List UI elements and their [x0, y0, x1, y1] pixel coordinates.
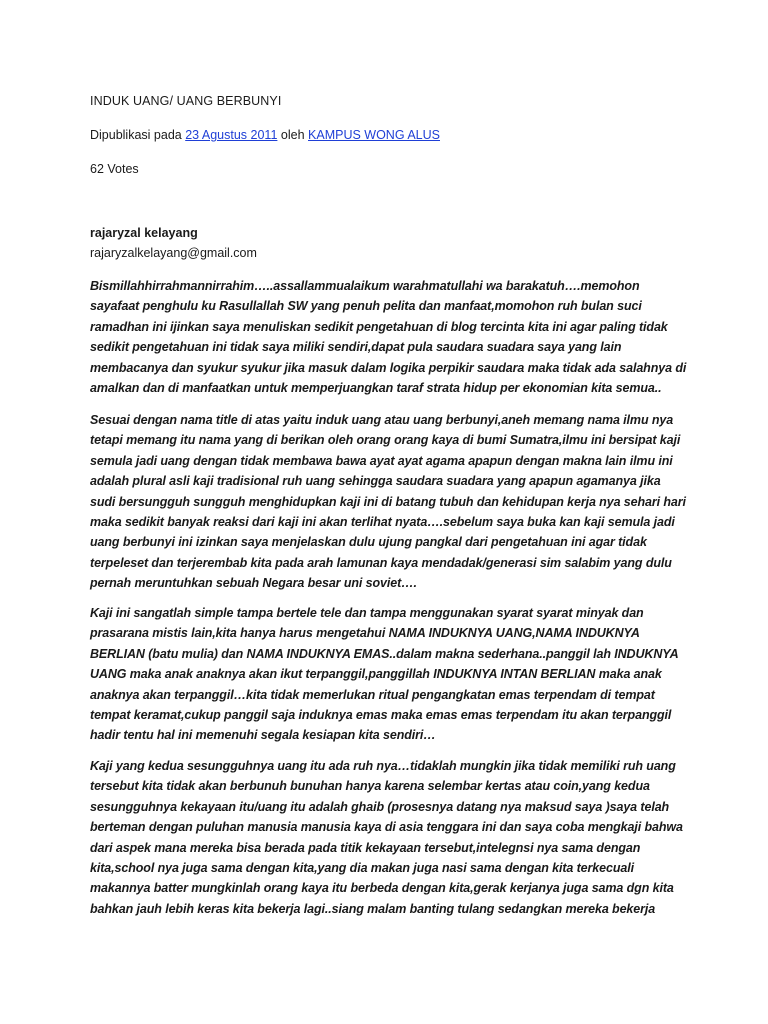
paragraph-line: Kaji ini sangatlah simple tampa bertele tele dan tampa menggunakan syarat syarat minyak dan — [90, 606, 644, 620]
paragraph-3 — [90, 603, 690, 746]
author-email: rajaryzalkelayang@gmail.com — [90, 246, 257, 260]
paragraph-line: semula jadi uang dengan tidak membawa bawa ayat ayat agama apapun dengan makna lain ilmu ini — [90, 453, 673, 468]
paragraph-line: sudi bersungguh sungguh menghidupkan kaji ini di batang tubuh dan kehidupan kerja nya sehari hari — [90, 494, 686, 509]
paragraph-line: adalah plural asli kaji tradisional ruh uang sehingga saudara suadara yang apapun agamanya jika — [90, 474, 661, 489]
publisher-link[interactable]: KAMPUS WONG ALUS — [308, 128, 440, 142]
published-by-text: oleh — [277, 128, 309, 142]
article-title: INDUK UANG/ UANG BERBUNYI — [90, 94, 282, 108]
paragraph-line: berteman dengan puluhan manusia manusia kaya di asia tenggara ini dan saya coba mengkaji bahwa — [90, 820, 683, 835]
paragraph-line: membacanya dan syukur syukur jika masuk dalam logika perpikir saudara maka tidak ada salahnya di — [90, 360, 687, 375]
paragraph-line: anaknya akan terpanggil…kita tidak memerlukan ritual pengangkatan emas terpendam di tempat — [90, 687, 655, 702]
published-prefix: Dipublikasi pada — [90, 128, 186, 142]
paragraph-line: amalkan dan di manfaatkan untuk memperjuangkan taraf strata hidup per ekonomian kita semua.. — [90, 381, 662, 396]
paragraph-line: sesungguhnya kekayaan itu/uang itu adalah ghaib (prosesnya datang nya maksud saya )saya telah — [90, 799, 670, 814]
paragraph-line: hadir tentu hal ini memenuhi segala kesiapan kita sendiri… — [90, 728, 436, 743]
paragraph-line: ramadhan ini ijinkan saya menuliskan sedikit pengetahuan di blog tercinta kita ini agar paling tidak — [90, 319, 668, 334]
paragraph-line: Sesuai dengan nama title di atas yaitu induk uang atau uang berbunyi,aneh memang nama ilmu nya — [90, 413, 674, 427]
paragraph-line: makannya batter mungkinlah orang kaya itu berbeda dengan kita,gerak kerjanya juga sama dgn kita — [90, 881, 674, 896]
published-date-link[interactable]: 23 Agustus 2011 — [185, 128, 278, 142]
paragraph-line: tetapi memang itu nama yang di berikan oleh orang orang kaya di bumi Sumatra,ilmu ini bersipat kaji — [90, 433, 681, 448]
paragraph-line: terpeleset dan terjerembab kita pada arah lamunan kaya mendadak/generasi sim salabim yang dulu — [90, 555, 672, 570]
paragraph-line: BERLIAN (batu mulia) dan NAMA INDUKNYA EMAS..dalam makna sederhana..panggil lah INDUKNYA — [90, 646, 679, 661]
paragraph-line: sayafaat penghulu ku Rasullallah SW yang penuh pelita dan manfaat,momohon ruh bulan suci — [90, 299, 642, 314]
votes-count: 62 Votes — [90, 162, 139, 176]
paragraph-line: uang berbunyi ini izinkan saya menjelaskan dulu ujung pangkal dari pengetahuan ini agar tidak — [90, 535, 647, 550]
paragraph-line: prasarana mistis lain,kita hanya harus mengetahui NAMA INDUKNYA UANG,NAMA INDUKNYA — [90, 626, 640, 641]
publication-info — [90, 127, 440, 143]
paragraph-line: dari aspek mana mereka bisa berada pada titik kekayaan tersebut,intelegnsi nya sama dengan — [90, 840, 641, 855]
paragraph-line: maka sedikit banyak reaksi dari kaji ini akan terlihat nyata….sebelum saya buka kan kaji semula jadi — [90, 515, 675, 530]
paragraph-line: tempat keramat,cukup panggil saja induknya emas maka emas emas terpendam itu akan terpanggil — [90, 708, 672, 723]
paragraph-line: kita,school nya juga sama dengan kita,yang dia makan juga nasi sama dengan kita terkecuali — [90, 861, 634, 876]
paragraph-line: Bismillahhirrahmannirrahim…..assallammualaikum warahmatullahi wa barakatuh….memohon — [90, 279, 640, 293]
paragraph-line: UANG maka anak anaknya akan ikut terpanggil,panggillah INDUKNYA INTAN BERLIAN maka anak — [90, 667, 662, 682]
paragraph-1 — [90, 276, 690, 398]
paragraph-line: sedikit pengetahuan ini tidak saya miliki sendiri,dapat pula saudara suadara saya yang lain — [90, 340, 622, 355]
paragraph-4 — [90, 756, 690, 919]
paragraph-line: pernah meruntuhkan sebuah Negara besar uni soviet…. — [90, 576, 417, 591]
paragraph-line: bahkan jauh lebih keras kita bekerja lagi..siang malam banting tulang sedangkan mereka bekerja — [90, 901, 656, 916]
paragraph-2 — [90, 410, 690, 594]
paragraph-line: tersebut kita tidak akan berbunuh bunuhan hanya karena selembar kertas atau coin,yang kedua — [90, 779, 650, 794]
author-name: rajaryzal kelayang — [90, 226, 198, 240]
paragraph-line: Kaji yang kedua sesungguhnya uang itu ada ruh nya…tidaklah mungkin jika tidak memiliki ruh uang — [90, 759, 676, 773]
